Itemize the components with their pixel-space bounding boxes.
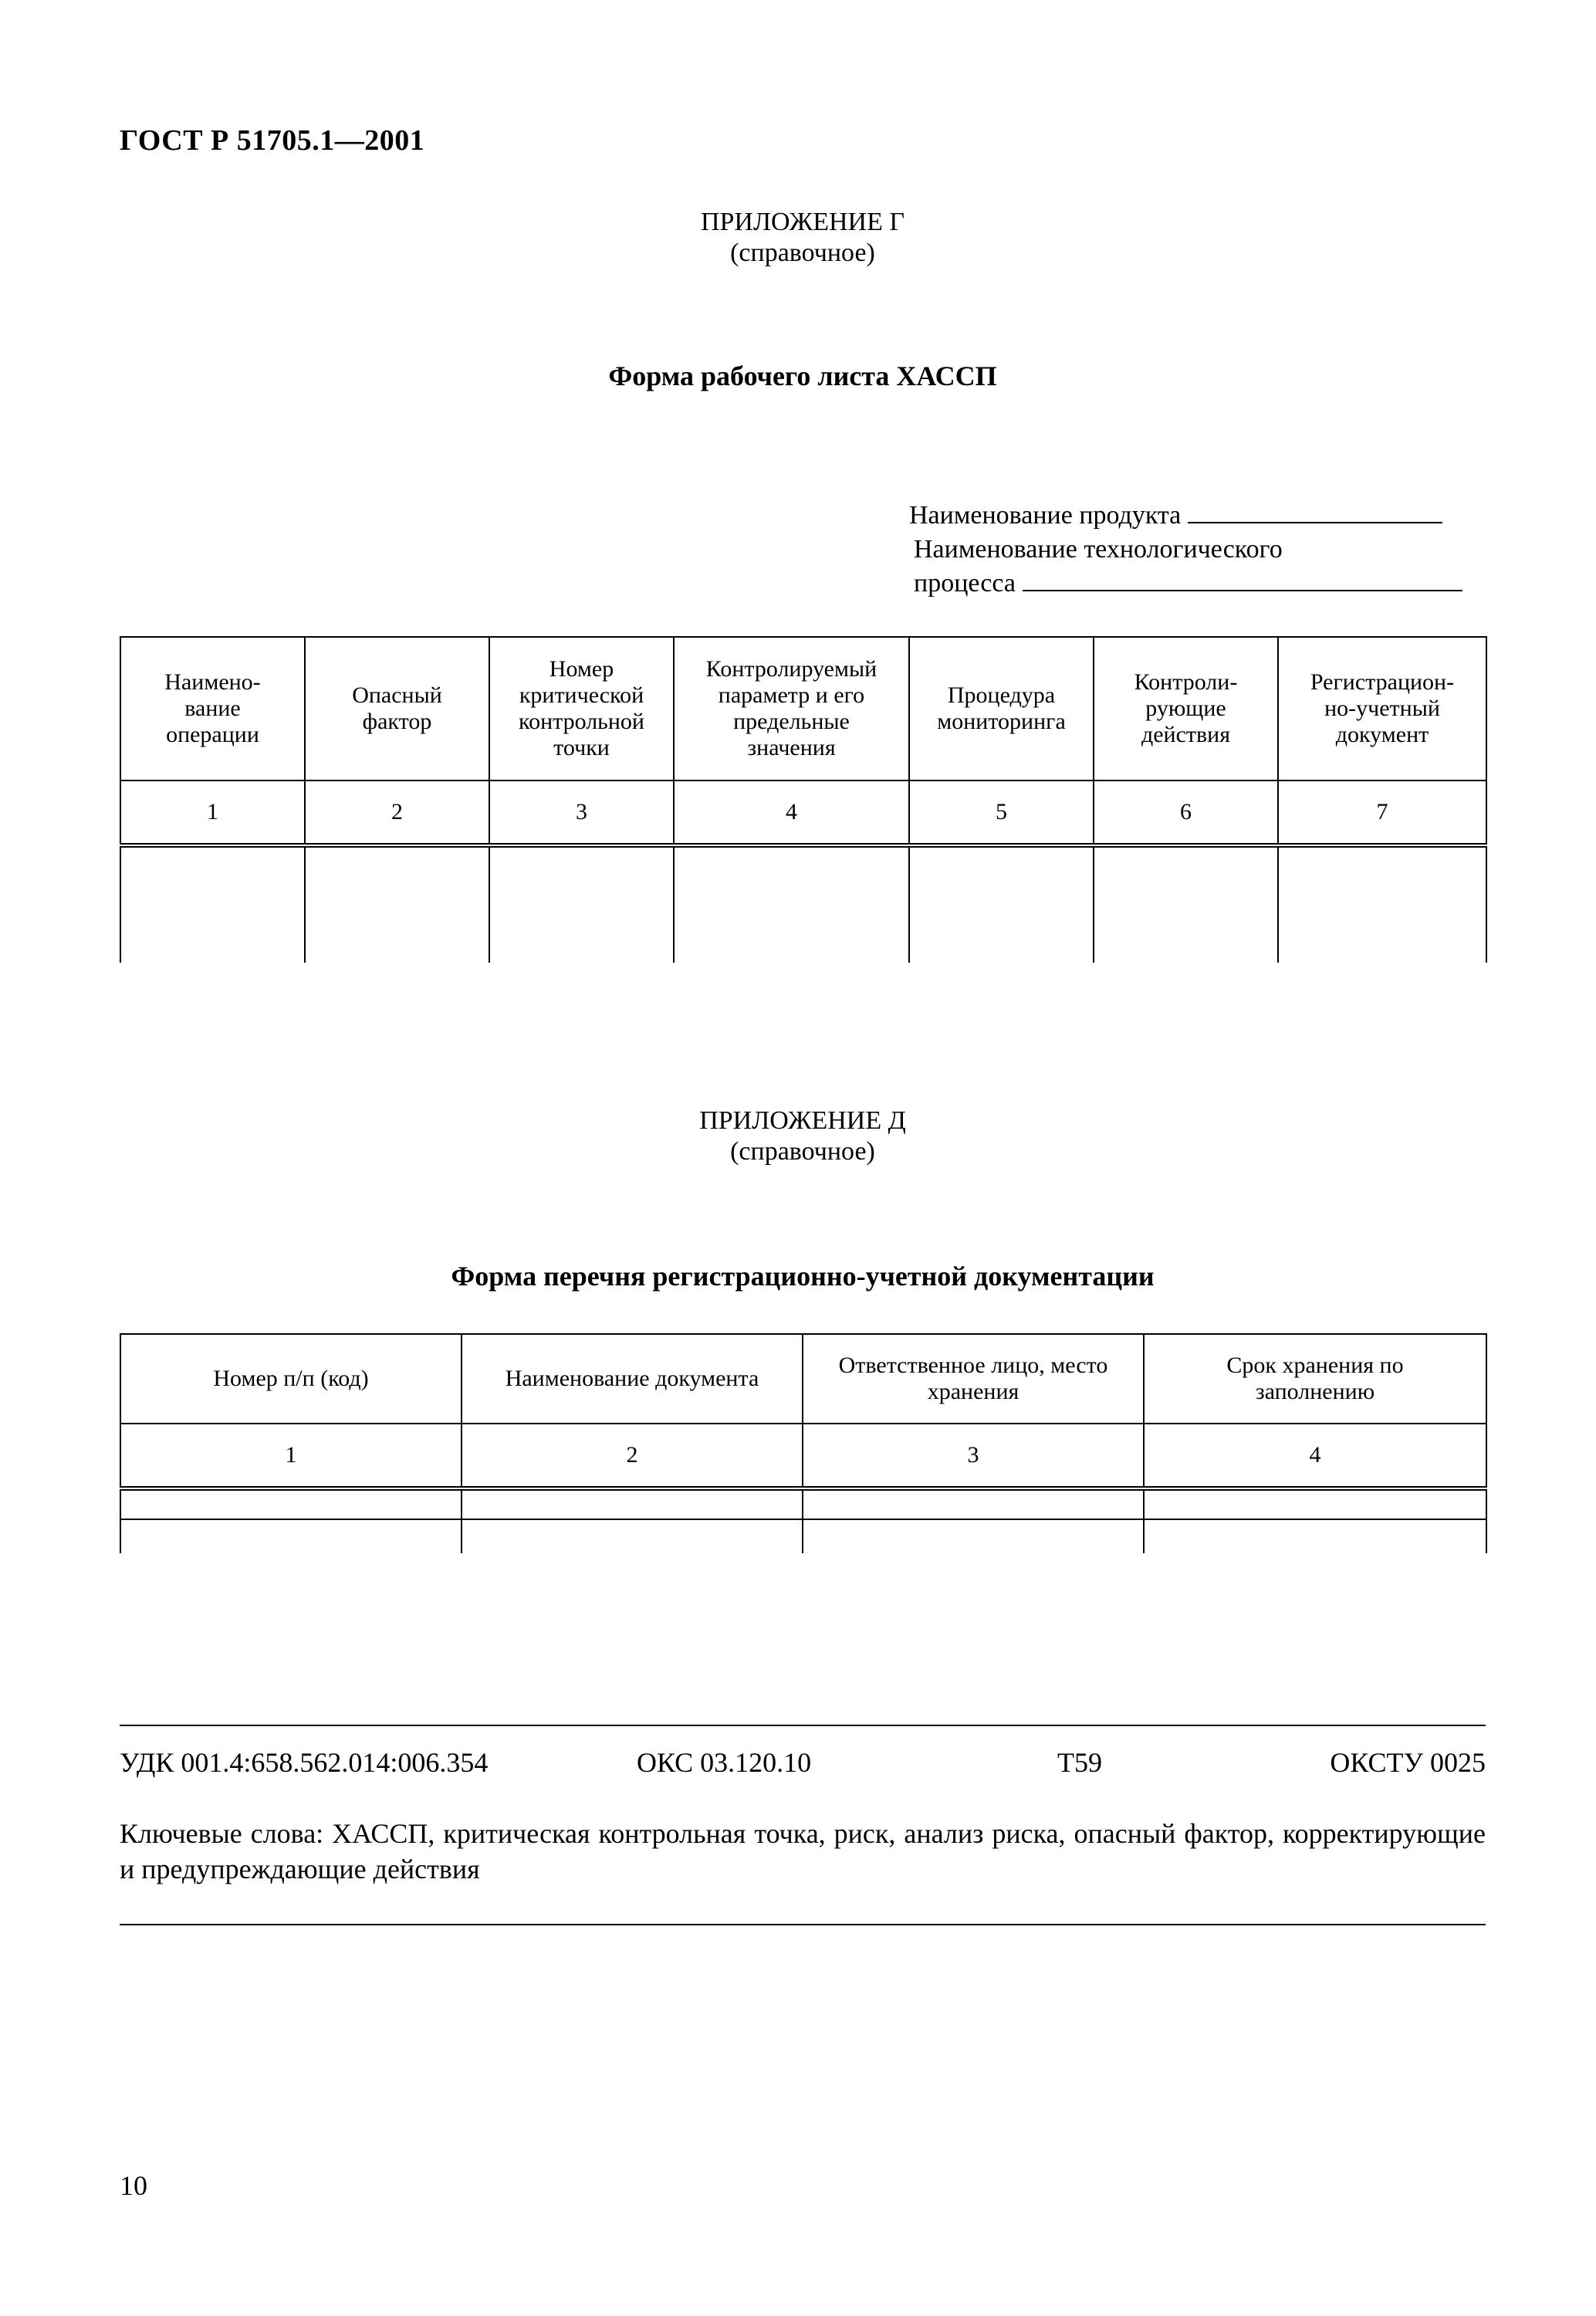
empty-cell [120, 1519, 462, 1553]
header-cell: Номер п/п (код) [120, 1334, 462, 1424]
empty-cell [909, 845, 1094, 963]
header-cell: Ответственное лицо, место хранения [803, 1334, 1144, 1424]
header-cell: Наименование документа [462, 1334, 803, 1424]
header-cell: Номер критической контрольной точки [489, 637, 674, 780]
column-number-row [120, 1424, 1486, 1488]
footer-bottom-rule [120, 1924, 1486, 1925]
column-number: 4 [674, 780, 909, 845]
product-name-label: Наименование продукта [909, 501, 1182, 530]
empty-cell [1278, 845, 1486, 963]
column-number: 2 [462, 1424, 803, 1488]
page-number: 10 [120, 2170, 147, 2201]
header-cell: Контроли- рующие действия [1094, 637, 1278, 780]
process-name-field [914, 567, 1500, 601]
empty-cell [120, 1488, 462, 1519]
table-header-row [120, 1334, 1486, 1424]
t-code: Т59 [1057, 1747, 1102, 1778]
column-number: 6 [1094, 780, 1278, 845]
header-cell: Наимено- вание операции [120, 637, 305, 780]
empty-cell [803, 1488, 1144, 1519]
empty-cell [462, 1488, 803, 1519]
process-name-label-line2: процесса [914, 569, 1016, 598]
process-name-label-line1: Наименование технологического [914, 535, 1283, 564]
empty-entry-row [120, 1488, 1486, 1519]
okstu-code: ОКСТУ 0025 [1330, 1747, 1486, 1778]
empty-cell [305, 845, 489, 963]
empty-cell [489, 845, 674, 963]
header-cell: Срок хранения по заполнению [1144, 1334, 1486, 1424]
appendix-d-subtitle: (справочное) [730, 1137, 875, 1166]
appendix-d-title: ПРИЛОЖЕНИЕ Д [699, 1106, 906, 1135]
product-name-field [909, 499, 1496, 533]
column-number-row [120, 780, 1486, 845]
empty-cell [674, 845, 909, 963]
empty-cell [120, 845, 305, 963]
haccp-worksheet-table [120, 636, 1487, 963]
document-designation: ГОСТ Р 51705.1—2001 [120, 124, 425, 157]
footer-top-rule [120, 1725, 1486, 1726]
empty-cell [803, 1519, 1144, 1553]
empty-entry-row [120, 845, 1486, 963]
documentation-list-table [120, 1333, 1487, 1553]
column-number: 4 [1144, 1424, 1486, 1488]
empty-entry-row [120, 1519, 1486, 1553]
header-cell: Контролируемый параметр и его предельные значения [674, 637, 909, 780]
table-header-row [120, 637, 1486, 780]
column-number: 5 [909, 780, 1094, 845]
appendix-g-title: ПРИЛОЖЕНИЕ Г [700, 208, 905, 236]
appendix-d-form-title: Форма перечня регистрационно-учетной документации [451, 1261, 1155, 1292]
header-cell: Процедура мониторинга [909, 637, 1094, 780]
appendix-g-form-title: Форма рабочего листа ХАССП [608, 361, 997, 391]
product-name-blank [1188, 499, 1442, 523]
udk-code: УДК 001.4:658.562.014:006.354 [120, 1747, 489, 1778]
column-number: 1 [120, 1424, 462, 1488]
header-cell: Регистрацион- но-учетный документ [1278, 637, 1486, 780]
column-number: 3 [803, 1424, 1144, 1488]
appendix-g-subtitle: (справочное) [730, 239, 875, 267]
process-name-blank [1023, 567, 1462, 591]
column-number: 2 [305, 780, 489, 845]
column-number: 3 [489, 780, 674, 845]
column-number: 1 [120, 780, 305, 845]
column-number: 7 [1278, 780, 1486, 845]
empty-cell [1144, 1488, 1486, 1519]
keywords: Ключевые слова: ХАССП, критическая контрольная точка, риск, анализ риска, опасный фактор, корректирующие и предупреждающие действия [120, 1818, 1486, 1884]
empty-cell [1094, 845, 1278, 963]
empty-cell [1144, 1519, 1486, 1553]
oks-code: ОКС 03.120.10 [637, 1747, 812, 1778]
header-cell: Опасный фактор [305, 637, 489, 780]
empty-cell [462, 1519, 803, 1553]
